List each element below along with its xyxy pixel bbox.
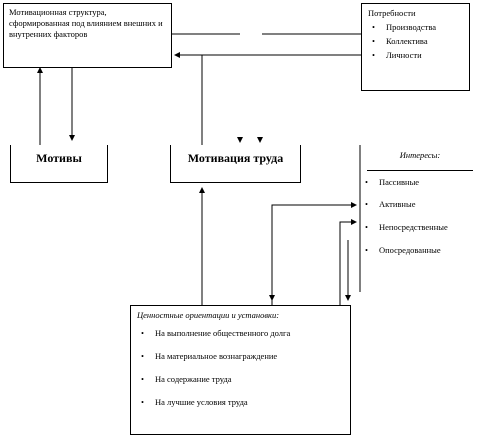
needs-item: • Производства (368, 22, 463, 33)
needs-title: Потребности (368, 8, 416, 18)
labor-motivation-node (170, 145, 301, 183)
motivation-structure-text: Мотивационная структура, сформированная под влиянием внешних и внутренних факторов (9, 7, 163, 39)
interests-item: • Опосредованные (361, 245, 473, 256)
motives-label: Мотивы (36, 151, 82, 165)
needs-item: • Коллектива (368, 36, 463, 47)
interests-title: Интересы: (367, 146, 473, 171)
interests-item: • Активные (361, 199, 473, 210)
value-orientations-item: • На выполнение общественного долга (137, 328, 344, 339)
motivation-structure-box (3, 3, 172, 68)
value-orientations-title: Ценностные ориентации и установки: (137, 310, 280, 320)
interests-block (361, 146, 473, 292)
needs-item: • Личности (368, 50, 463, 61)
value-orientations-box (130, 305, 351, 435)
value-orientations-item: • На лучшие условия труда (137, 397, 344, 408)
interests-item: • Пассивные (361, 177, 473, 188)
needs-box (361, 3, 470, 91)
value-orientations-item: • На содержание труда (137, 374, 344, 385)
labor-motivation-label: Мотивация труда (187, 151, 284, 165)
value-orientations-item: • На материальное вознаграждение (137, 351, 344, 362)
interests-item: • Непосредственные (361, 221, 437, 234)
motives-node (10, 145, 108, 183)
